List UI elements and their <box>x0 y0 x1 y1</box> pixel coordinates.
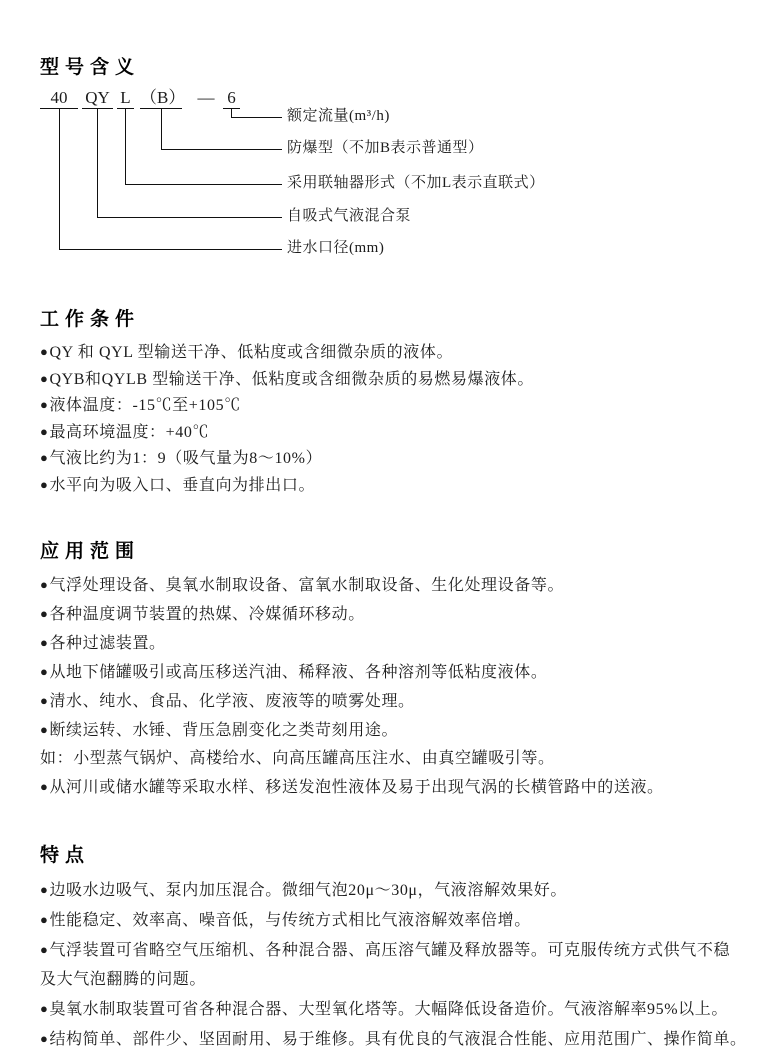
list-item <box>40 472 770 499</box>
features-list <box>40 875 770 1046</box>
list-item <box>40 445 770 472</box>
list-item <box>40 392 770 419</box>
list-item <box>40 658 770 687</box>
callout-line-horizontal <box>161 149 282 150</box>
model-code-part-l: L <box>117 90 134 109</box>
model-code-part-b: （B） <box>140 88 186 107</box>
callout-label-pump-type: 自吸式气液混合泵 <box>287 208 412 224</box>
callout-line-vertical <box>161 108 162 149</box>
list-item-text: 边吸水边吸气、泵内加压混合。微细气泡20μ～30μ，气液溶解效果好。 <box>49 882 568 899</box>
bullet-icon: ● <box>40 397 49 412</box>
list-item <box>40 366 770 393</box>
list-item-text: 最高环境温度：+40℃ <box>49 423 210 441</box>
bullet-icon: ● <box>40 344 49 359</box>
list-item-text: 清水、纯水、食品、化学液、废液等的喷雾处理。 <box>49 693 415 710</box>
callout-label-rated-flow: 额定流量(m³/h) <box>287 108 390 124</box>
list-item-text: 气浮处理设备、臭氧水制取设备、富氧水制取设备、生化处理设备等。 <box>49 577 565 594</box>
list-item-text: 臭氧水制取装置可省各种混合器、大型氧化塔等。大幅降低设备造价。气液溶解率95%以上。 <box>49 1001 728 1018</box>
list-item-text: 液体温度：-15℃至+105℃ <box>49 397 241 414</box>
bullet-icon: ● <box>40 635 49 650</box>
bullet-icon: ● <box>40 577 49 592</box>
list-item-text: 结构简单、部件少、坚固耐用、易于维修。具有优良的气液混合性能、应用范围广、操作简单。 <box>49 1031 747 1046</box>
section-heading-applications: 应用范围 <box>40 541 141 562</box>
working-conditions-list <box>40 339 770 498</box>
bullet-icon: ● <box>40 942 49 957</box>
bullet-icon: ● <box>40 370 49 386</box>
bullet-icon: ● <box>40 779 49 794</box>
list-item <box>40 875 770 905</box>
model-code-dash: — <box>197 88 215 107</box>
list-item-text: 气液比约为1：9（吸气量为8～10%） <box>49 450 323 467</box>
list-item <box>40 629 770 658</box>
callout-line-horizontal <box>97 217 282 218</box>
list-item-text: 气浮装置可省略空气压缩机、各种混合器、高压溶气罐及释放器等。可克服传统方式供气不稳 <box>49 942 731 959</box>
section-heading-model-meaning: 型号含义 <box>40 57 141 78</box>
bullet-icon: ● <box>40 664 49 679</box>
callout-line-vertical <box>59 108 60 249</box>
section-heading-features: 特点 <box>40 845 91 866</box>
list-item-text: 各种温度调节装置的热媒、冷媒循环移动。 <box>49 606 365 623</box>
bullet-icon: ● <box>40 1031 49 1046</box>
bullet-icon: ● <box>40 606 49 621</box>
bullet-icon: ● <box>40 450 49 465</box>
list-item <box>40 600 770 629</box>
callout-label-inlet-diameter: 进水口径(mm) <box>287 240 385 256</box>
list-item-text: 从地下储罐吸引或高压移送汽油、稀释液、各种溶剂等低粘度液体。 <box>49 664 548 681</box>
list-item-text: 水平向为吸入口、垂直向为排出口。 <box>49 476 316 494</box>
list-item <box>40 687 770 716</box>
list-item <box>40 935 770 965</box>
callout-label-explosionproof: 防爆型（不加B表示普通型） <box>287 140 484 156</box>
list-item-text: QY 和 QYL 型输送干净、低粘度或含细微杂质的液体。 <box>49 344 454 361</box>
bullet-icon: ● <box>40 476 49 492</box>
callout-line-horizontal <box>59 249 282 250</box>
model-code-part-6: 6 <box>223 90 240 109</box>
bullet-icon: ● <box>40 722 49 737</box>
bullet-icon: ● <box>40 1001 49 1016</box>
list-item <box>40 773 770 802</box>
callout-line-vertical <box>125 108 126 184</box>
list-item-text: 及大气泡翻腾的问题。 <box>40 971 207 988</box>
list-item <box>40 419 770 446</box>
section-heading-working-conditions: 工作条件 <box>40 309 141 330</box>
list-item-text: 性能稳定、效率高、噪音低，与传统方式相比气液溶解效率倍增。 <box>49 912 531 929</box>
callout-label-coupling: 采用联轴器形式（不加L表示直联式） <box>287 175 545 191</box>
callout-line-horizontal <box>125 184 282 185</box>
model-code-diagram <box>40 90 770 266</box>
list-item <box>40 994 770 1024</box>
list-item-text: 各种过滤装置。 <box>49 635 166 652</box>
list-item-continuation <box>40 965 770 994</box>
callout-line-vertical <box>231 108 232 117</box>
list-item <box>40 905 770 935</box>
model-code-part-40: 40 <box>40 90 78 109</box>
bullet-icon: ● <box>40 693 49 708</box>
callout-line-vertical <box>97 108 98 217</box>
list-item-text: 如：小型蒸气锅炉、高楼给水、向高压罐高压注水、由真空罐吸引等。 <box>40 750 555 767</box>
bullet-icon: ● <box>40 882 49 897</box>
model-code-part-qy: QY <box>82 90 113 109</box>
list-item <box>40 571 770 600</box>
bullet-icon: ● <box>40 912 49 927</box>
list-item-text: 从河川或储水罐等采取水样、移送发泡性液体及易于出现气涡的长横管路中的送液。 <box>49 779 664 796</box>
list-item <box>40 716 770 745</box>
list-item <box>40 1024 770 1046</box>
applications-list <box>40 571 770 802</box>
list-item-text: 断续运转、水锤、背压急剧变化之类苛刻用途。 <box>49 722 399 739</box>
list-item-continuation <box>40 745 770 773</box>
bullet-icon: ● <box>40 423 49 439</box>
list-item-text: QYB和QYLB 型输送干净、低粘度或含细微杂质的易燃易爆液体。 <box>49 370 534 388</box>
callout-line-horizontal <box>231 117 282 118</box>
list-item <box>40 339 770 366</box>
